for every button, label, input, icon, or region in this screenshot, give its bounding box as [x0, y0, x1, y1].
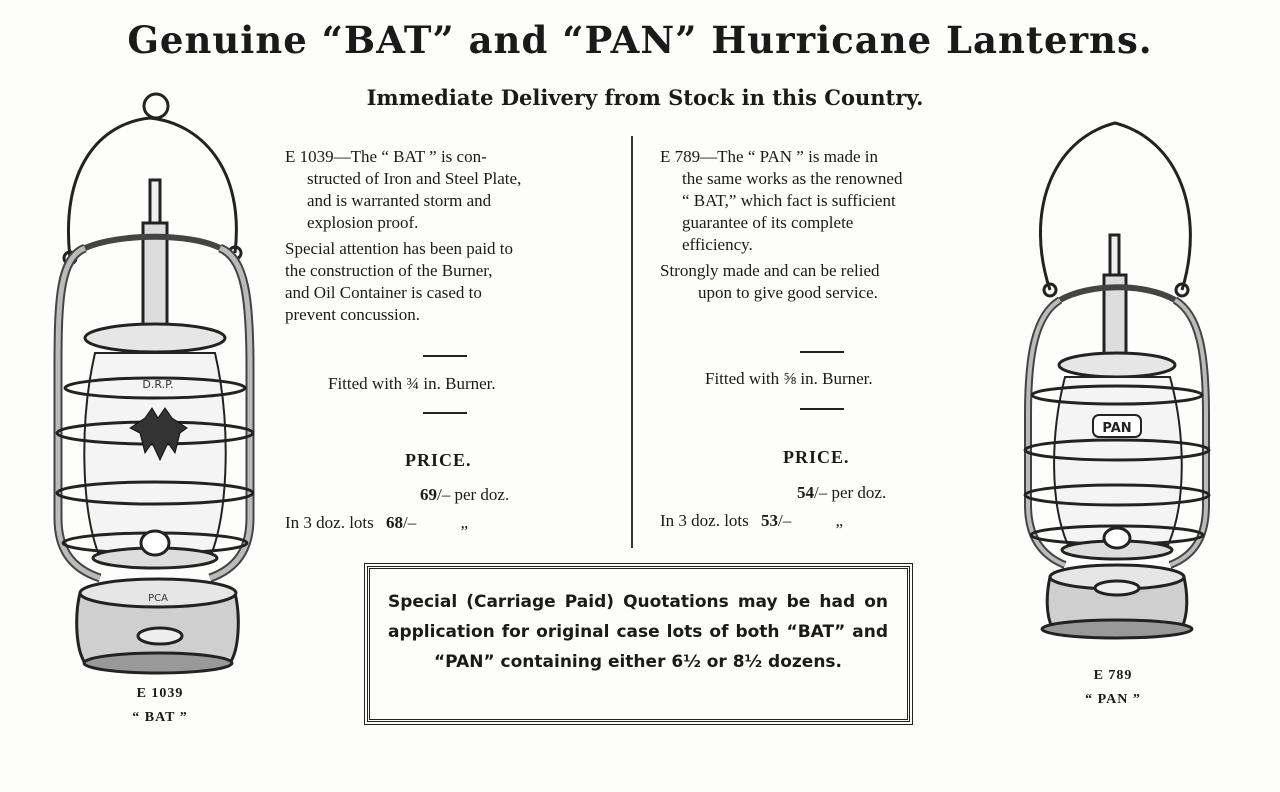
bat-rule-bottom [423, 412, 467, 414]
pan-lot-price [660, 511, 843, 531]
bat-lantern-illustration [40, 88, 280, 678]
bat-desc-line: structed of Iron and Steel Plate, [307, 169, 522, 188]
pan-name: “ PAN ” [1085, 692, 1141, 707]
bat-price-label: PRICE. [405, 450, 472, 470]
bat-caption [100, 682, 220, 730]
pan-extra-line: Strongly made and can be relied [660, 261, 880, 280]
bat-extra-line: Special attention has been paid to [285, 239, 514, 258]
column-divider [631, 136, 633, 548]
pan-price-value: 54 [797, 483, 814, 502]
bat-ditto: „ [460, 513, 469, 532]
pan-caption [1053, 664, 1173, 712]
bat-extra-line: the construction of the Burner, [285, 261, 493, 280]
bat-code: E 1039 [136, 686, 184, 701]
pan-lot-label: In 3 doz. lots [660, 511, 749, 530]
bat-lot-price [285, 513, 468, 533]
bat-lot-label: In 3 doz. lots [285, 513, 374, 532]
bat-name: “ BAT ” [132, 710, 188, 725]
bat-lamp-mark: D.R.P. [142, 378, 174, 391]
pan-lantern-illustration [1010, 115, 1225, 650]
bat-lot-value: 68 [386, 513, 404, 532]
pan-code: E 789 [1093, 668, 1133, 683]
page-subtitle: Immediate Delivery from Stock in this Country. [366, 85, 924, 110]
bat-extra-line: prevent concussion. [285, 305, 421, 324]
bat-rule-top [423, 355, 467, 357]
pan-lot-value: 53 [761, 511, 779, 530]
pan-rule-bottom [800, 408, 844, 410]
pan-desc-line: guarantee of its complete [682, 213, 854, 232]
pan-price-suffix: /– per doz. [814, 483, 887, 502]
pan-ditto: „ [835, 511, 844, 530]
pan-desc-line: the same works as the renowned [682, 169, 903, 188]
quotation-box [367, 566, 910, 722]
bat-desc-line: and is warranted storm and [307, 191, 492, 210]
pan-lot-suffix: /– [778, 511, 792, 530]
bat-description-column [285, 146, 610, 326]
bat-extra-line: and Oil Container is cased to [285, 283, 482, 302]
bat-burner: Fitted with ¾ in. Burner. [328, 374, 496, 393]
bat-price-per-doz [420, 485, 509, 505]
pan-price-label: PRICE. [783, 447, 850, 467]
pan-rule-top [800, 351, 844, 353]
quotation-text: Special (Carriage Paid) Quotations may be had on application for original case lots of both “BAT” and “PAN” containing either 6½ or 8½ dozens. [388, 592, 888, 672]
bat-desc-line: explosion proof. [307, 213, 419, 232]
pan-desc-line: efficiency. [682, 235, 753, 254]
bat-price-suffix: /– per doz. [437, 485, 510, 504]
pan-desc-line: E 789—The “ PAN ” is made in [660, 147, 878, 166]
pan-burner: Fitted with ⅝ in. Burner. [705, 369, 873, 388]
pan-extra-line: upon to give good service. [698, 283, 878, 302]
bat-price-value: 69 [420, 485, 437, 504]
pan-desc-line: “ BAT,” which fact is sufficient [682, 191, 896, 210]
bat-lot-suffix: /– [403, 513, 417, 532]
page-title: Genuine “BAT” and “PAN” Hurricane Lanterns. [127, 18, 1153, 62]
bat-desc-line: E 1039—The “ BAT ” is con- [285, 147, 487, 166]
pan-price-per-doz [797, 483, 886, 503]
pan-description-column [660, 146, 988, 304]
bat-base-mark: PCA [148, 593, 168, 604]
pan-lamp-mark: PAN [1102, 421, 1132, 436]
